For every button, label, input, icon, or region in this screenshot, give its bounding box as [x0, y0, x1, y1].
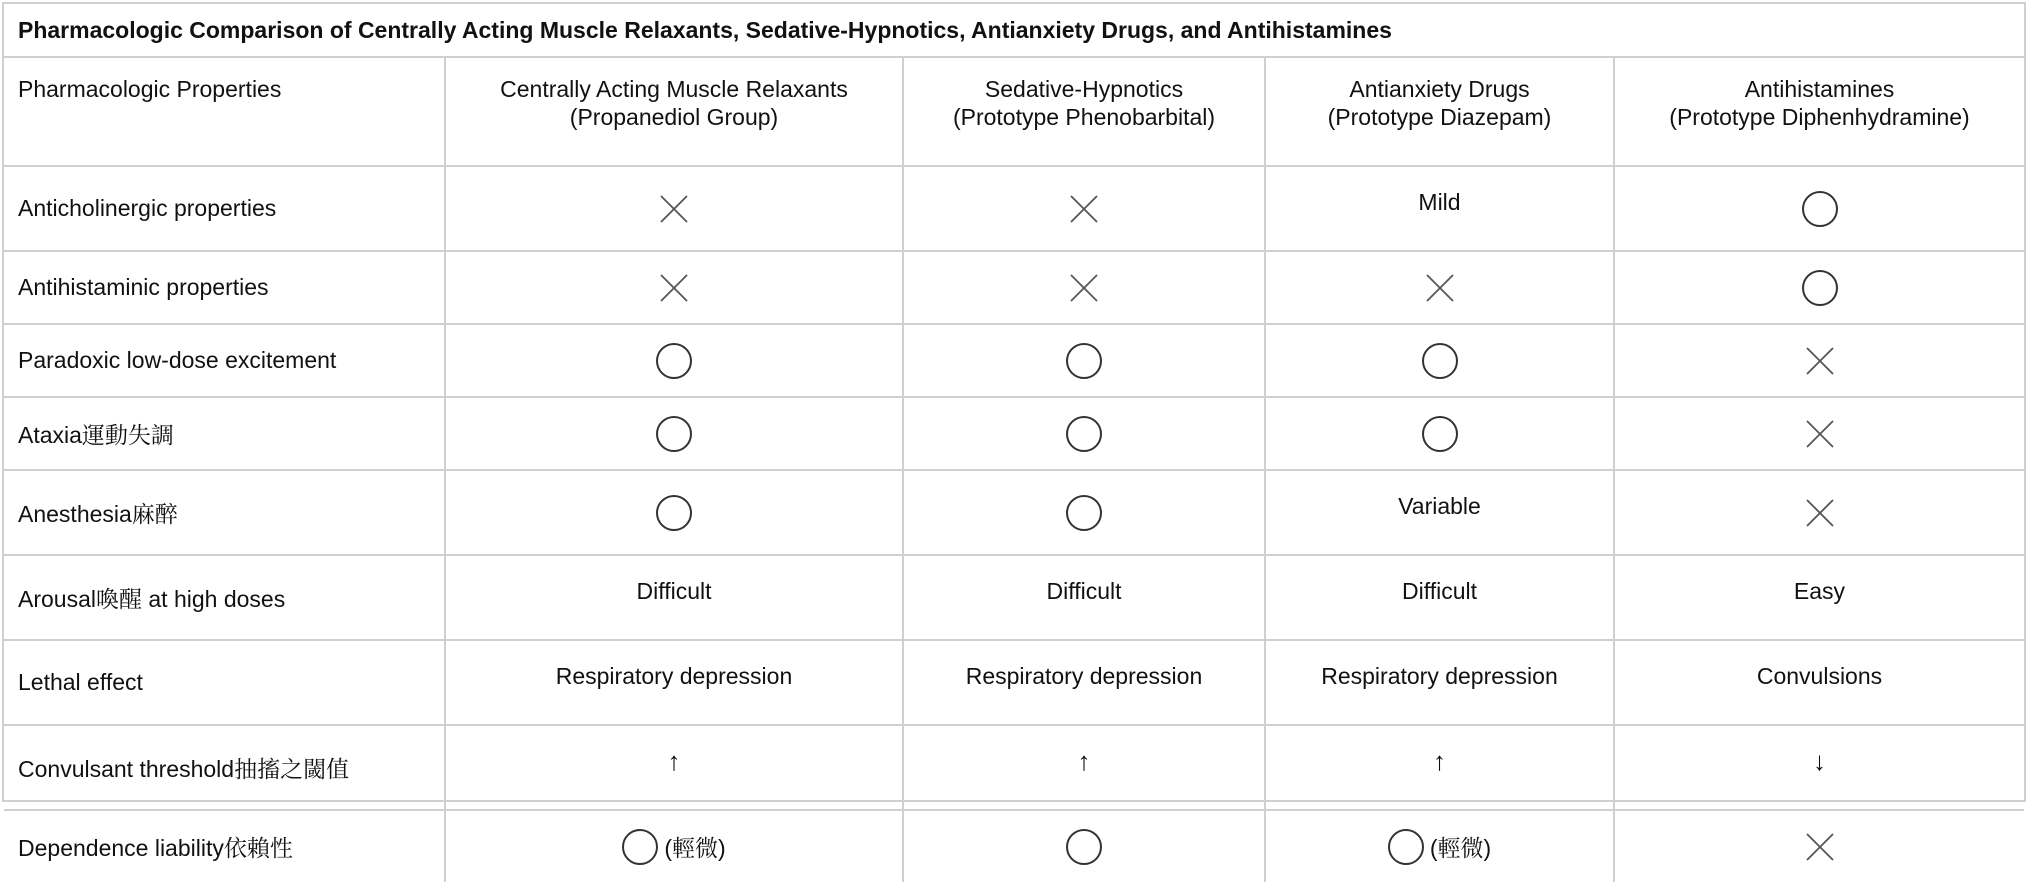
cell-text: Respiratory depression [1321, 663, 1558, 689]
header-line2: (Prototype Diphenhydramine) [1669, 104, 1970, 130]
table-title: Pharmacologic Comparison of Centrally Acting Muscle Relaxants, Sedative-Hypnotics, Antianxiety Drugs, and Antihistamines [4, 4, 2024, 58]
header-line1: Antianxiety Drugs [1349, 76, 1530, 102]
header-line1: Sedative-Hypnotics [984, 76, 1184, 102]
value-cell [1265, 470, 1614, 555]
circle-icon [1388, 829, 1424, 865]
header-cell [1614, 58, 2024, 166]
value-cell [445, 810, 903, 882]
cross-icon [1804, 345, 1836, 377]
value-cell [1614, 725, 2024, 810]
property-cell: Dependence liability依賴性 [4, 810, 445, 882]
value-cell [1614, 640, 2024, 725]
header-line2: (Prototype Diazepam) [1327, 104, 1552, 130]
value-cell [1265, 725, 1614, 810]
value-cell [445, 166, 903, 251]
circle-icon [1066, 343, 1102, 379]
table-row [4, 555, 2024, 640]
cross-icon [1804, 831, 1836, 863]
circle-icon [656, 495, 692, 531]
value-cell [1614, 397, 2024, 470]
arrow-icon: ↓ [1813, 746, 1826, 776]
value-cell [445, 555, 903, 640]
value-cell [1265, 810, 1614, 882]
property-cell: Convulsant threshold抽搐之閾值 [4, 725, 445, 810]
value-cell [1614, 166, 2024, 251]
value-cell [903, 324, 1265, 397]
value-cell [903, 251, 1265, 324]
value-cell [1265, 166, 1614, 251]
cell-text: Easy [1793, 578, 1846, 604]
cell-text: Respiratory depression [965, 663, 1203, 689]
cell-text: Convulsions [1756, 663, 1883, 689]
table-row [4, 470, 2024, 555]
value-cell [1614, 324, 2024, 397]
header-cell [4, 58, 445, 166]
table-row [4, 725, 2024, 810]
value-cell [903, 640, 1265, 725]
value-cell [903, 166, 1265, 251]
header-cell [1265, 58, 1614, 166]
property-cell: Lethal effect [4, 640, 445, 725]
cell-text: Difficult [636, 578, 712, 604]
circle-icon [1422, 416, 1458, 452]
value-cell [1614, 251, 2024, 324]
property-cell: Ataxia運動失調 [4, 397, 445, 470]
header-cell [445, 58, 903, 166]
value-cell [445, 397, 903, 470]
cell-text: Variable [1398, 493, 1481, 519]
table-row [4, 251, 2024, 324]
value-cell [903, 555, 1265, 640]
value-cell [445, 725, 903, 810]
value-cell [903, 397, 1265, 470]
property-cell: Anticholinergic properties [4, 166, 445, 251]
property-cell: Arousal喚醒 at high doses [4, 555, 445, 640]
cross-icon [658, 272, 690, 304]
cross-icon [1068, 272, 1100, 304]
arrow-icon: ↑ [667, 746, 681, 776]
circle-icon [622, 829, 658, 865]
circle-icon [656, 416, 692, 452]
cell-text: Mild [1418, 189, 1461, 215]
mild-note: (輕微) [1429, 835, 1492, 861]
cross-icon [1804, 497, 1836, 529]
table-row [4, 397, 2024, 470]
value-cell [445, 470, 903, 555]
value-cell [445, 324, 903, 397]
cross-icon [658, 193, 690, 225]
cell-text: Difficult [1046, 578, 1122, 604]
property-cell: Anesthesia麻醉 [4, 470, 445, 555]
value-cell [1614, 555, 2024, 640]
circle-icon [1066, 495, 1102, 531]
table-row [4, 166, 2024, 251]
value-cell [1614, 810, 2024, 882]
header-row [4, 58, 2024, 166]
circle-icon [1422, 343, 1458, 379]
value-cell [1265, 251, 1614, 324]
value-cell [903, 810, 1265, 882]
circle-icon [1802, 270, 1838, 306]
cell-text: Respiratory depression [555, 663, 793, 689]
table-row [4, 810, 2024, 882]
header-line2: (Prototype Phenobarbital) [952, 104, 1216, 130]
circle-icon [1802, 191, 1838, 227]
value-cell [1265, 640, 1614, 725]
circle-icon [656, 343, 692, 379]
arrow-icon: ↑ [1433, 746, 1446, 776]
circle-icon [1066, 416, 1102, 452]
cross-icon [1068, 193, 1100, 225]
cross-icon [1804, 418, 1836, 450]
table-row [4, 324, 2024, 397]
value-cell [445, 251, 903, 324]
header-cell [903, 58, 1265, 166]
property-cell: Paradoxic low-dose excitement [4, 324, 445, 397]
value-cell [1614, 470, 2024, 555]
header-line2: (Propanediol Group) [569, 104, 779, 130]
value-cell [903, 725, 1265, 810]
table-row [4, 640, 2024, 725]
value-cell [903, 470, 1265, 555]
property-cell: Antihistaminic properties [4, 251, 445, 324]
table-body [4, 58, 2024, 882]
cell-text: Difficult [1402, 578, 1477, 604]
arrow-icon: ↑ [1077, 746, 1091, 776]
circle-icon [1066, 829, 1102, 865]
header-line1: Antihistamines [1744, 76, 1895, 102]
comparison-table-frame [2, 2, 2026, 861]
mild-note: (輕微) [664, 835, 726, 861]
value-cell [1265, 397, 1614, 470]
value-cell [1265, 324, 1614, 397]
comparison-table [4, 58, 2024, 882]
value-cell [445, 640, 903, 725]
header-line1: Centrally Acting Muscle Relaxants [500, 76, 848, 102]
cross-icon [1424, 272, 1456, 304]
value-cell [1265, 555, 1614, 640]
header-line1: Pharmacologic Properties [18, 76, 282, 102]
